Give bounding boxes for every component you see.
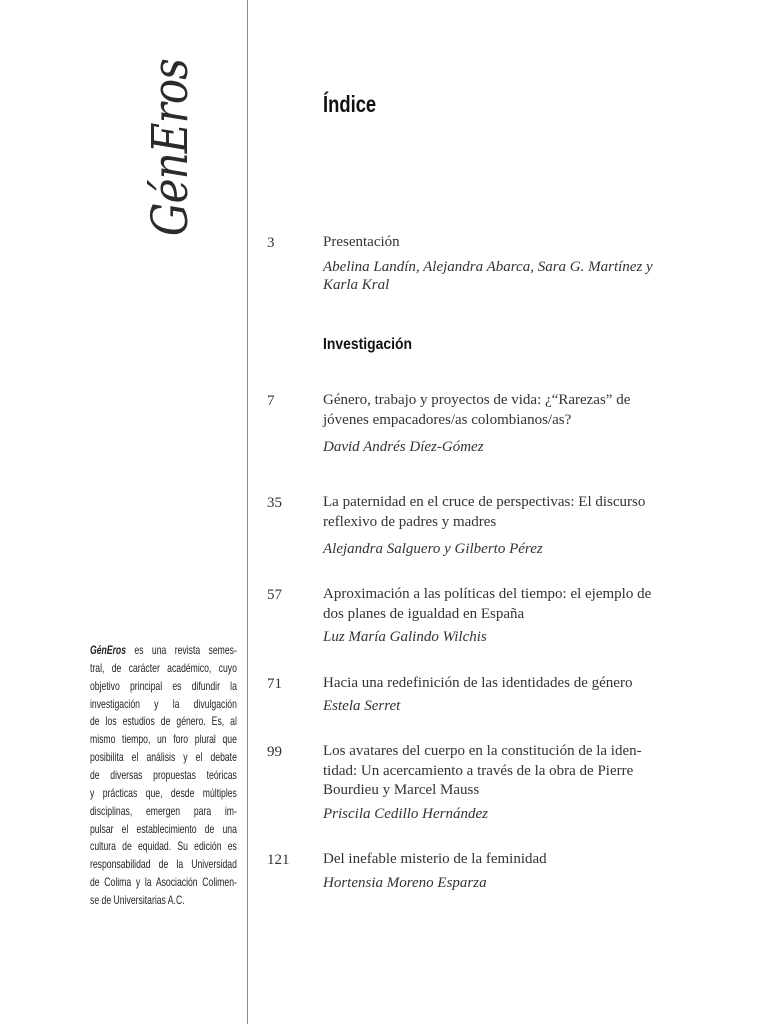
description-line: y prácticas que, desde múltiples	[90, 785, 237, 800]
journal-description	[90, 642, 237, 910]
page-number: 99	[267, 744, 282, 760]
page-number: 3	[267, 235, 275, 251]
entry-body	[323, 742, 723, 823]
page-number: 121	[267, 852, 290, 868]
description-line: tral, de carácter académico, cuyo	[90, 660, 237, 675]
page-number: 35	[267, 495, 282, 511]
entry-authors	[323, 874, 723, 892]
entry-title-line: Presentación	[323, 234, 400, 250]
description-line: de Colima y la Asociación Colimen-	[90, 875, 237, 890]
description-line: investigación y la divulgación	[90, 696, 237, 711]
entry-title-line: Aproximación a las políticas del tiempo: el ejemplo de	[323, 586, 652, 602]
entry-authors	[323, 258, 723, 294]
entry-body	[323, 585, 723, 646]
entry-author-line: Abelina Landín, Alejandra Abarca, Sara G. Martínez y	[323, 258, 653, 275]
entry-author-line: David Andrés Díez-Gómez	[323, 439, 484, 455]
description-line: se de Universitarias A.C.	[90, 893, 185, 908]
journal-name: GénEros	[90, 643, 127, 657]
description-line	[90, 642, 237, 660]
page-number: 71	[267, 676, 282, 692]
entry-authors	[323, 438, 723, 456]
entry-authors	[323, 805, 723, 823]
entry-title-line: Del inefable misterio de la feminidad	[323, 851, 547, 867]
entry-author-line: Estela Serret	[323, 697, 401, 714]
entry-title-line: La paternidad en el cruce de perspectivas: El discurso	[323, 494, 646, 510]
description-line: responsabilidad de la Universidad	[90, 857, 237, 872]
entry-title-line: tidad: Un acercamiento a través de la obra de Pierre	[323, 762, 634, 779]
entry-body	[323, 850, 723, 892]
column-divider	[247, 0, 248, 1024]
description-line: cultura de equidad. Su edición es	[90, 839, 237, 854]
entry-authors	[323, 697, 723, 715]
page-number: 57	[267, 587, 282, 603]
logo-text: GénEros	[141, 59, 199, 237]
description-line: de diversas propuestas teóricas	[90, 768, 237, 783]
description-text: es una revista semes-	[134, 643, 237, 657]
description-line: posibilita el análisis y el debate	[90, 750, 237, 765]
entry-body	[323, 391, 723, 456]
entry-author-line: Luz María Galindo Wilchis	[323, 629, 487, 645]
journal-logo	[138, 53, 202, 243]
entry-title-line: dos planes de igualdad en España	[323, 605, 525, 622]
entry-author-line: Alejandra Salguero y Gilberto Pérez	[323, 541, 543, 557]
page-number: 7	[267, 393, 275, 409]
entry-body	[323, 233, 723, 294]
description-line: disciplinas, emergen para im-	[90, 803, 237, 818]
section-heading: Investigación	[323, 336, 412, 353]
entry-title-line: Bourdieu y Marcel Mauss	[323, 782, 480, 798]
description-line: objetivo principal es difundir la	[90, 678, 237, 693]
entry-title-line: jóvenes empacadores/as colombianos/as?	[323, 411, 572, 428]
entry-author-line: Priscila Cedillo Hernández	[323, 805, 488, 822]
entry-author-line: Hortensia Moreno Esparza	[323, 874, 487, 891]
entry-author-line: Karla Kral	[323, 276, 390, 293]
entry-authors	[323, 540, 723, 558]
entry-title-line: reflexivo de padres y madres	[323, 513, 497, 530]
toc-title: Índice	[323, 91, 377, 117]
entry-body	[323, 674, 723, 715]
entry-title-line: Hacia una redefinición de las identidades de género	[323, 675, 633, 691]
description-line: mismo tiempo, un foro plural que	[90, 732, 237, 747]
entry-authors	[323, 628, 723, 646]
entry-title-line: Género, trabajo y proyectos de vida: ¿“Rarezas” de	[323, 392, 631, 408]
description-line: de los estudios de género. Es, al	[90, 714, 237, 729]
entry-body	[323, 493, 723, 558]
entry-title-line: Los avatares del cuerpo en la constitución de la iden-	[323, 743, 642, 759]
description-line: pulsar el establecimiento de una	[90, 821, 237, 836]
